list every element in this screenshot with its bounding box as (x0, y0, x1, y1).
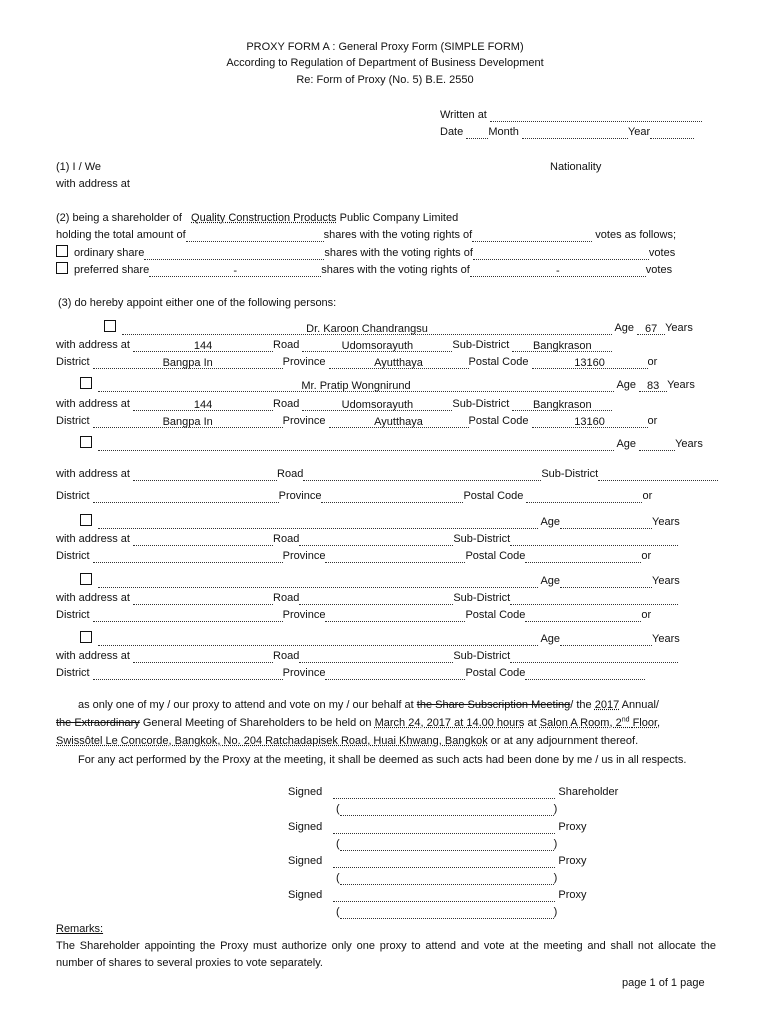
ordinary-votes-field[interactable] (473, 247, 649, 260)
proxy5-road[interactable] (299, 592, 453, 605)
proxy6-postal[interactable] (525, 667, 645, 680)
shareholder-name-row: ( ) (336, 803, 558, 815)
proxy2-age[interactable]: 83 (639, 379, 667, 392)
proxy3-checkbox[interactable] (80, 436, 92, 448)
signature-row-proxy2: Signed Proxy (288, 855, 587, 867)
proxy4-district[interactable] (93, 550, 283, 563)
proxy5-province[interactable] (325, 609, 465, 622)
proxy5-postal[interactable] (525, 609, 641, 622)
proxy6-name-row: Age Years (80, 631, 680, 646)
preferred-shares-field[interactable]: - (149, 264, 321, 277)
proxy1-name-row: Dr. Karoon Chandrangsu Age 67 Years (104, 320, 693, 335)
body-line1: as only one of my / our proxy to attend and vote on my / our behalf at the Share Subscription Meeting/ the 2017 Annual/ (78, 699, 659, 711)
total-shares-field[interactable] (186, 229, 324, 242)
proxy2-district-row: District Bangpa In Province Ayutthaya Postal Code 13160 or (56, 415, 658, 428)
body-line2: the Extraordinary General Meeting of Shareholders to be held on March 24, 2017 at 14.00 hours at Salon A Room, 2nd Floor, (56, 716, 661, 729)
proxy6-name[interactable] (98, 633, 538, 646)
proxy5-district[interactable] (93, 609, 283, 622)
proxy2-signer-name[interactable] (340, 872, 554, 885)
meeting-venue: Swissôtel Le Concorde, Bangkok, No. 204 Ratchadapisek Road, Huai Khwang, Bangkok (56, 735, 488, 747)
proxy4-province[interactable] (325, 550, 465, 563)
company-name: Quality Construction Products (191, 212, 337, 224)
proxy3-postal[interactable] (526, 490, 642, 503)
proxy1-signer-name[interactable] (340, 838, 554, 851)
proxy3-address[interactable] (133, 468, 277, 481)
proxy4-postal[interactable] (525, 550, 641, 563)
proxy5-name-row: Age Years (80, 573, 680, 588)
ordinary-shares-field[interactable] (144, 247, 324, 260)
date-field[interactable] (466, 126, 488, 139)
section1-label: (1) I / We (56, 161, 102, 173)
proxy3-province[interactable] (321, 490, 463, 503)
date-row: Date Month Year (440, 125, 694, 139)
written-at-field[interactable] (490, 109, 702, 122)
proxy5-district-row: District Province Postal Code or (56, 609, 652, 621)
proxy1-signer-row: ( ) (336, 838, 558, 850)
proxy2-province[interactable]: Ayutthaya (329, 415, 469, 428)
proxy1-sub-district[interactable]: Bangkrason (512, 339, 612, 352)
proxy5-address[interactable] (133, 592, 273, 605)
proxy1-province[interactable]: Ayutthaya (329, 356, 469, 369)
proxy5-checkbox[interactable] (80, 573, 92, 585)
form-title: PROXY FORM A : General Proxy Form (SIMPLE FORM) (246, 41, 524, 53)
proxy5-sub-district[interactable] (510, 592, 678, 605)
proxy6-checkbox[interactable] (80, 631, 92, 643)
proxy1-district[interactable]: Bangpa In (93, 356, 283, 369)
proxy4-age[interactable] (560, 516, 652, 529)
form-reference: Re: Form of Proxy (No. 5) B.E. 2550 (296, 74, 474, 86)
proxy4-address-row: with address at Road Sub-District (56, 532, 678, 546)
year-field[interactable] (650, 126, 694, 139)
proxy3-road[interactable] (303, 468, 541, 481)
proxy6-road[interactable] (299, 650, 453, 663)
ordinary-share-checkbox[interactable] (56, 245, 68, 257)
proxy2-checkbox[interactable] (80, 377, 92, 389)
proxy2-signer-row: ( ) (336, 872, 558, 884)
section3-label: (3) do hereby appoint either one of the following persons: (58, 297, 337, 309)
proxy6-province[interactable] (325, 667, 465, 680)
proxy6-district-row: District Province Postal Code (56, 666, 645, 680)
proxy2-road[interactable]: Udomsorayuth (302, 398, 452, 411)
proxy5-name[interactable] (98, 575, 538, 588)
nationality-label: Nationality (550, 161, 602, 173)
shareholder-name[interactable] (340, 803, 554, 816)
signature-row-proxy3: Signed Proxy (288, 889, 587, 901)
body-line3: Swissôtel Le Concorde, Bangkok, No. 204 Ratchadapisek Road, Huai Khwang, Bangkok or at any adjournment thereof. (56, 735, 639, 747)
proxy3-district-row: District Province Postal Code or (56, 490, 653, 502)
meeting-date: March 24, 2017 at 14.00 hours (374, 717, 525, 729)
proxy1-age[interactable]: 67 (637, 322, 665, 335)
proxy3-address-row: with address at Road Sub-District (56, 467, 718, 481)
proxy6-sub-district[interactable] (510, 650, 678, 663)
preferred-votes-field[interactable]: - (470, 264, 646, 277)
proxy1-road[interactable]: Udomsorayuth (302, 339, 452, 352)
proxy6-age[interactable] (560, 633, 652, 646)
proxy1-checkbox[interactable] (104, 320, 116, 332)
proxy2-sub-district[interactable]: Bangkrason (512, 398, 612, 411)
proxy3-district[interactable] (93, 490, 279, 503)
signature-row-shareholder: Signed Shareholder (288, 786, 619, 798)
proxy5-age[interactable] (560, 575, 652, 588)
remarks-title: Remarks: (56, 923, 104, 935)
proxy4-district-row: District Province Postal Code or (56, 550, 652, 562)
proxy4-address[interactable] (133, 533, 273, 546)
signature-row-proxy1: Signed Proxy (288, 821, 587, 833)
body-paragraph2: For any act performed by the Proxy at the meeting, it shall be deemed as such acts had been done by me / us in all respects. (78, 754, 687, 766)
form-subtitle: According to Regulation of Department of Business Development (226, 57, 544, 69)
proxy6-district[interactable] (93, 667, 283, 680)
proxy3-signer-row: ( ) (336, 906, 558, 918)
proxy4-name-row: Age Years (80, 514, 680, 529)
proxy1-postal[interactable]: 13160 (532, 356, 648, 369)
proxy3-name-row: Age Years (80, 436, 703, 451)
proxy2-name-row: Mr. Pratip Wongnirund Age 83 Years (80, 377, 695, 392)
proxy4-road[interactable] (299, 533, 453, 546)
proxy1-district-row: District Bangpa In Province Ayutthaya Postal Code 13160 or (56, 356, 658, 369)
meeting-place: Salon A Room, 2nd Floor, (539, 716, 661, 729)
proxy1-signature[interactable] (333, 821, 555, 834)
proxy4-checkbox[interactable] (80, 514, 92, 526)
proxy1-address-row: with address at 144 Road Udomsorayuth Sub-District Bangkrason (56, 338, 612, 352)
written-at-row: Written at (440, 108, 702, 122)
total-votes-field[interactable] (472, 229, 592, 242)
proxy3-signature[interactable] (333, 889, 555, 902)
proxy3-age[interactable] (639, 438, 675, 451)
ordinary-row: ordinary share shares with the voting rights of votes (56, 245, 675, 260)
proxy3-name[interactable] (98, 438, 614, 451)
preferred-row: preferred share - shares with the voting rights of - votes (56, 262, 672, 277)
holding-row: holding the total amount of shares with the voting rights of votes as follows; (56, 229, 676, 241)
proxy5-address-row: with address at Road Sub-District (56, 591, 678, 605)
proxy6-address[interactable] (133, 650, 273, 663)
proxy1-name[interactable]: Dr. Karoon Chandrangsu (122, 322, 612, 335)
proxy2-postal[interactable]: 13160 (532, 415, 648, 428)
proxy3-signer-name[interactable] (340, 906, 554, 919)
proxy2-address-row: with address at 144 Road Udomsorayuth Sub-District Bangkrason (56, 397, 612, 411)
preferred-share-checkbox[interactable] (56, 262, 68, 274)
proxy2-district[interactable]: Bangpa In (93, 415, 283, 428)
proxy2-name[interactable]: Mr. Pratip Wongnirund (98, 379, 614, 392)
proxy3-sub-district[interactable] (598, 468, 718, 481)
page-number: page 1 of 1 page (622, 977, 705, 989)
proxy4-sub-district[interactable] (510, 533, 678, 546)
proxy4-name[interactable] (98, 516, 538, 529)
remarks-text: The Shareholder appointing the Proxy must authorize only one proxy to attend and vote at the meeting and shall not allocate the number of shares to several proxies to vote separately. (56, 940, 716, 969)
section1-address-label: with address at (56, 178, 130, 190)
section2-row: (2) being a shareholder of Quality Construction Products Public Company Limited (56, 212, 459, 224)
proxy1-address[interactable]: 144 (133, 339, 273, 352)
shareholder-signature[interactable] (333, 786, 555, 799)
proxy2-address[interactable]: 144 (133, 398, 273, 411)
month-field[interactable] (522, 126, 628, 139)
proxy6-address-row: with address at Road Sub-District (56, 649, 678, 663)
proxy2-signature[interactable] (333, 855, 555, 868)
